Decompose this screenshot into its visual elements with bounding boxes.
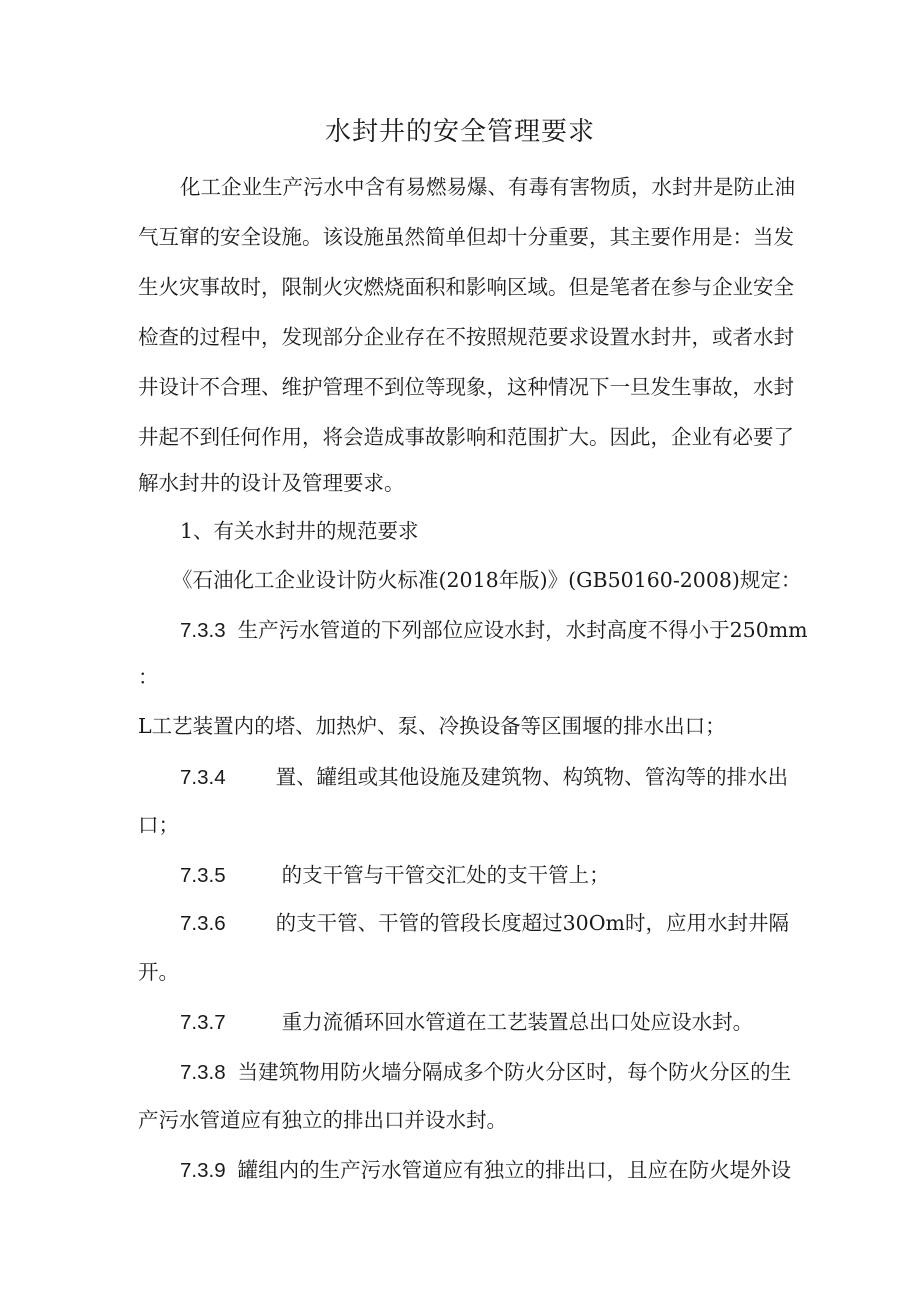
clause-7-3-3-continuation: ： (138, 665, 159, 689)
clause-text: 的支干管与干管交汇处的支干管上； (281, 863, 610, 887)
intro-line-6: 井起不到任何作用，将会造成事故影响和范围扩大。因此，企业有必要了 (138, 425, 794, 449)
clause-number: 7.3.8 (180, 1061, 226, 1084)
clause-7-3-7 (180, 1007, 753, 1038)
intro-line-3: 生火灾事故时，限制火灾燃烧面积和影响区域。但是笔者在参与企业安全 (138, 275, 794, 299)
standard-reference: 《石油化工企业设计防火标准(2018年版)》(GB50160-2008)规定： (172, 568, 802, 592)
clause-7-3-6-continuation: 开。 (138, 960, 179, 984)
clause-number: 7.3.3 (180, 619, 226, 642)
clause-text: 置、罐组或其他设施及建筑物、构筑物、管沟等的排水出 (275, 765, 789, 789)
clause-number: 7.3.7 (180, 1011, 226, 1034)
clause-7-3-3 (180, 615, 808, 646)
clause-text: 生产污水管道的下列部位应设水封，水封高度不得小于250mm (237, 618, 808, 642)
clause-number: 7.3.9 (180, 1159, 226, 1182)
clause-7-3-9 (180, 1155, 791, 1186)
section-heading: 1、有关水封井的规范要求 (180, 519, 419, 543)
clause-7-3-4 (180, 762, 788, 793)
clause-item-l: L工艺装置内的塔、加热炉、泵、冷换设备等区围堰的排水出口； (138, 714, 726, 738)
clause-text: 的支干管、干管的管段长度超过30Om时，应用水封井隔 (275, 911, 789, 935)
clause-number: 7.3.4 (180, 766, 226, 789)
intro-line-1: 化工企业生产污水中含有易燃易爆、有毒有害物质，水封井是防止油 (180, 175, 795, 199)
intro-line-2: 气互窜的安全设施。该设施虽然简单但却十分重要，其主要作用是：当发 (138, 225, 794, 249)
clause-7-3-5 (180, 860, 610, 891)
clause-text: 重力流循环回水管道在工艺装置总出口处应设水封。 (281, 1010, 754, 1034)
clause-text: 罐组内的生产污水管道应有独立的排出口，且应在防火堤外设 (237, 1158, 792, 1182)
clause-number: 7.3.6 (180, 912, 226, 935)
page-title: 水封井的安全管理要求 (324, 117, 595, 147)
clause-number: 7.3.5 (180, 864, 226, 887)
clause-7-3-8 (180, 1057, 791, 1088)
clause-7-3-4-continuation: 口； (138, 813, 179, 837)
intro-line-4: 检查的过程中，发现部分企业存在不按照规范要求设置水封井，或者水封 (138, 325, 794, 349)
intro-line-5: 井设计不合理、维护管理不到位等现象，这种情况下一旦发生事故，水封 (138, 375, 794, 399)
clause-7-3-8-continuation: 产污水管道应有独立的排出口并设水封。 (138, 1108, 507, 1132)
clause-7-3-6 (180, 908, 789, 939)
clause-text: 当建筑物用防火墙分隔成多个防火分区时，每个防火分区的生 (237, 1060, 792, 1084)
intro-line-7: 解水封井的设计及管理要求。 (138, 471, 405, 495)
